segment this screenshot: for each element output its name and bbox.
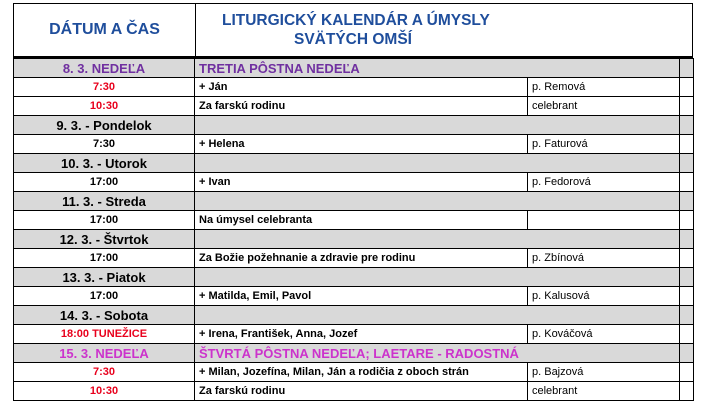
day-end-cell — [680, 154, 694, 173]
mass-row — [14, 249, 694, 268]
mass-requester: p. Remová — [528, 78, 680, 97]
mass-time: 18:00 TUNEŽICE — [14, 325, 195, 344]
day-row — [14, 154, 694, 173]
mass-intention: + Irena, František, Anna, Jozef — [195, 325, 528, 344]
mass-time: 17:00 — [14, 287, 195, 306]
calendar-sheet — [13, 3, 693, 401]
calendar-header — [13, 3, 693, 58]
mass-time: 7:30 — [14, 363, 195, 382]
day-end-cell — [680, 268, 694, 287]
date-time-column-header: DÁTUM A ČAS — [14, 4, 196, 56]
mass-row — [14, 325, 694, 344]
day-date: 15. 3. NEDEĽA — [14, 344, 195, 363]
mass-time: 7:30 — [14, 135, 195, 154]
day-date: 9. 3. - Pondelok — [14, 116, 195, 135]
day-row — [14, 230, 694, 249]
day-end-cell — [680, 59, 694, 78]
day-end-cell — [680, 192, 694, 211]
mass-end-cell — [680, 382, 694, 401]
calendar-title-line2: SVÄTÝCH OMŠÍ — [294, 31, 412, 48]
mass-row — [14, 78, 694, 97]
mass-time: 10:30 — [14, 97, 195, 116]
day-row — [14, 344, 694, 363]
mass-intention: + Ján — [195, 78, 528, 97]
day-title — [195, 154, 680, 173]
mass-row — [14, 287, 694, 306]
mass-end-cell — [680, 249, 694, 268]
day-row — [14, 268, 694, 287]
mass-requester: celebrant — [528, 97, 680, 116]
mass-requester: celebrant — [528, 382, 680, 401]
mass-intention: Za farskú rodinu — [195, 382, 528, 401]
mass-time: 17:00 — [14, 173, 195, 192]
day-date: 14. 3. - Sobota — [14, 306, 195, 325]
mass-time: 17:00 — [14, 249, 195, 268]
day-end-cell — [680, 344, 694, 363]
mass-requester: p. Bajzová — [528, 363, 680, 382]
day-row — [14, 59, 694, 78]
mass-row — [14, 173, 694, 192]
mass-requester — [528, 211, 680, 230]
mass-time: 17:00 — [14, 211, 195, 230]
day-title — [195, 116, 680, 135]
mass-intention: + Ivan — [195, 173, 528, 192]
mass-schedule-table — [13, 58, 694, 401]
mass-row — [14, 211, 694, 230]
day-title — [195, 192, 680, 211]
mass-time: 10:30 — [14, 382, 195, 401]
day-title — [195, 230, 680, 249]
day-row — [14, 192, 694, 211]
mass-end-cell — [680, 287, 694, 306]
mass-row — [14, 363, 694, 382]
mass-requester: p. Kalusová — [528, 287, 680, 306]
day-date: 10. 3. - Utorok — [14, 154, 195, 173]
calendar-title — [196, 4, 692, 56]
mass-row — [14, 135, 694, 154]
mass-end-cell — [680, 325, 694, 344]
mass-requester: p. Zbínová — [528, 249, 680, 268]
mass-end-cell — [680, 363, 694, 382]
day-end-cell — [680, 116, 694, 135]
day-date: 11. 3. - Streda — [14, 192, 195, 211]
day-date: 8. 3. NEDEĽA — [14, 59, 195, 78]
day-end-cell — [680, 230, 694, 249]
mass-end-cell — [680, 97, 694, 116]
mass-end-cell — [680, 173, 694, 192]
day-title: ŠTVRTÁ PÔSTNA NEDEĽA; LAETARE - RADOSTNÁ — [195, 344, 680, 363]
mass-end-cell — [680, 211, 694, 230]
day-end-cell — [680, 306, 694, 325]
day-date: 13. 3. - Piatok — [14, 268, 195, 287]
mass-end-cell — [680, 78, 694, 97]
day-row — [14, 306, 694, 325]
mass-row — [14, 97, 694, 116]
mass-intention: Za farskú rodinu — [195, 97, 528, 116]
day-title — [195, 268, 680, 287]
mass-intention: + Milan, Jozefína, Milan, Ján a rodičia z oboch strán — [195, 363, 528, 382]
day-title: TRETIA PÔSTNA NEDEĽA — [195, 59, 680, 78]
mass-intention: + Matilda, Emil, Pavol — [195, 287, 528, 306]
mass-time: 7:30 — [14, 78, 195, 97]
mass-requester: p. Kováčová — [528, 325, 680, 344]
mass-end-cell — [680, 135, 694, 154]
mass-intention: Za Božie požehnanie a zdravie pre rodinu — [195, 249, 528, 268]
mass-row — [14, 382, 694, 401]
mass-requester: p. Faturová — [528, 135, 680, 154]
day-date: 12. 3. - Štvrtok — [14, 230, 195, 249]
mass-intention: Na úmysel celebranta — [195, 211, 528, 230]
day-row — [14, 116, 694, 135]
mass-intention: + Helena — [195, 135, 528, 154]
calendar-title-line1: LITURGICKÝ KALENDÁR A ÚMYSLY — [222, 12, 490, 29]
mass-requester: p. Fedorová — [528, 173, 680, 192]
day-title — [195, 306, 680, 325]
